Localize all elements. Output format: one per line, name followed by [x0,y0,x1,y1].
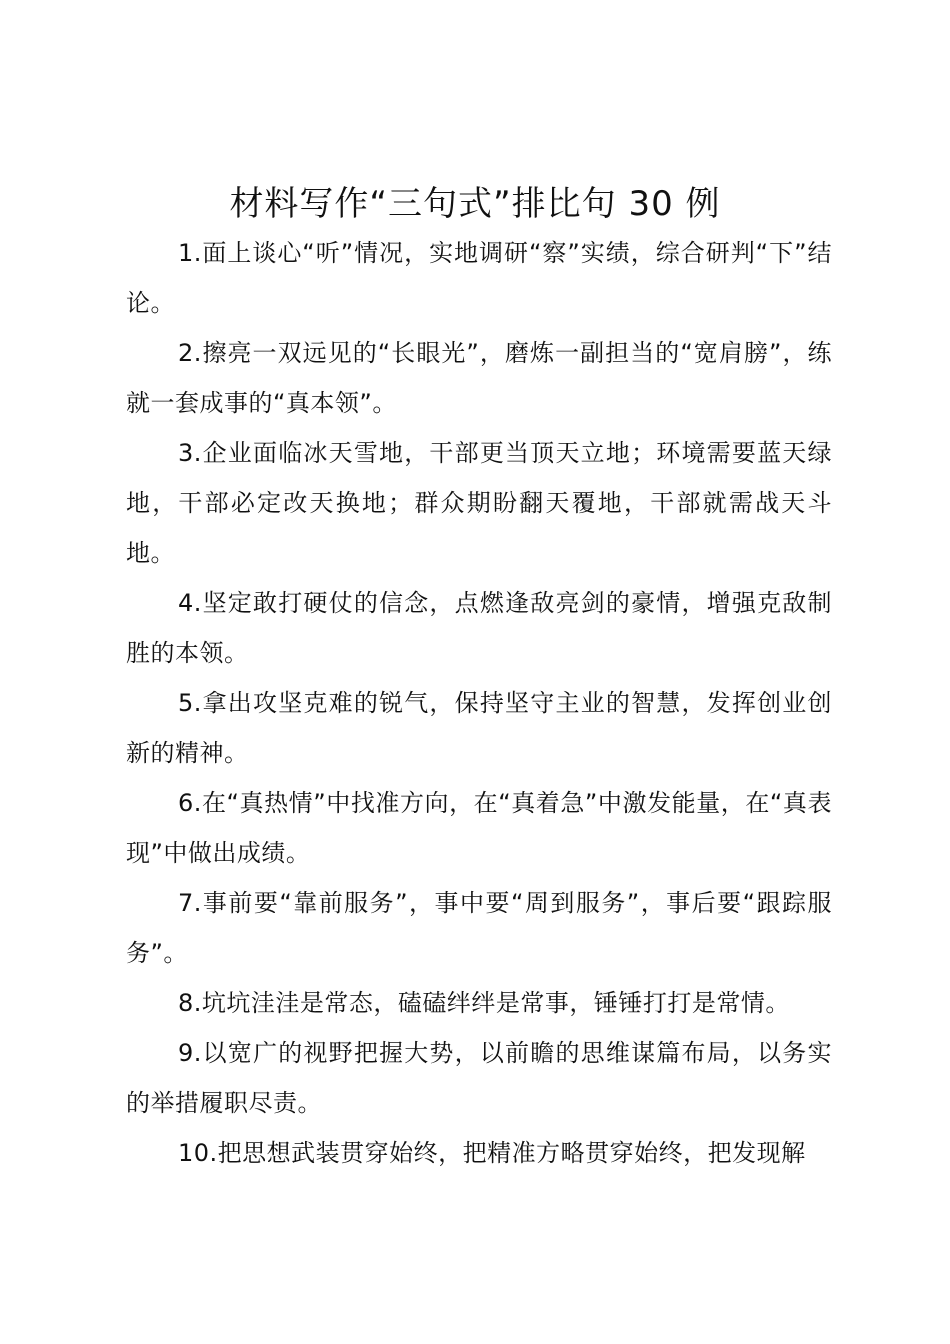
document-title: 材料写作“三句式”排比句 30 例 [229,184,721,224]
paragraph-1: 1.面上谈心“听”情况，实地调研“察”实绩，综合研判“下”结论。 [126,239,832,317]
paragraph-3: 3.企业面临冰天雪地，干部更当顶天立地；环境需要蓝天绿地，干部必定改天换地；群众期盼翻天覆地，干部就需战天斗地。 [126,439,832,567]
paragraph-4: 4.坚定敢打硬仗的信念，点燃逢敌亮剑的豪情，增强克敌制胜的本领。 [126,589,832,667]
paragraph-8: 8.坑坑洼洼是常态，磕磕绊绊是常事，锤锤打打是常情。 [178,989,790,1017]
paragraph-2: 2.擦亮一双远见的“长眼光”，磨炼一副担当的“宽肩膀”，练就一套成事的“真本领”。 [126,339,832,417]
paragraph-7: 7.事前要“靠前服务”，事中要“周到服务”，事后要“跟踪服务”。 [126,889,832,967]
paragraph-10: 10.把思想武装贯穿始终，把精准方略贯穿始终，把发现解 [178,1139,806,1167]
paragraph-9: 9.以宽广的视野把握大势，以前瞻的思维谋篇布局，以务实的举措履职尽责。 [126,1039,832,1117]
document-body [126,228,832,1178]
paragraph-6: 6.在“真热情”中找准方向，在“真着急”中激发能量，在“真表现”中做出成绩。 [126,789,832,867]
paragraph-5: 5.拿出攻坚克难的锐气，保持坚守主业的智慧，发挥创业创新的精神。 [126,689,832,767]
